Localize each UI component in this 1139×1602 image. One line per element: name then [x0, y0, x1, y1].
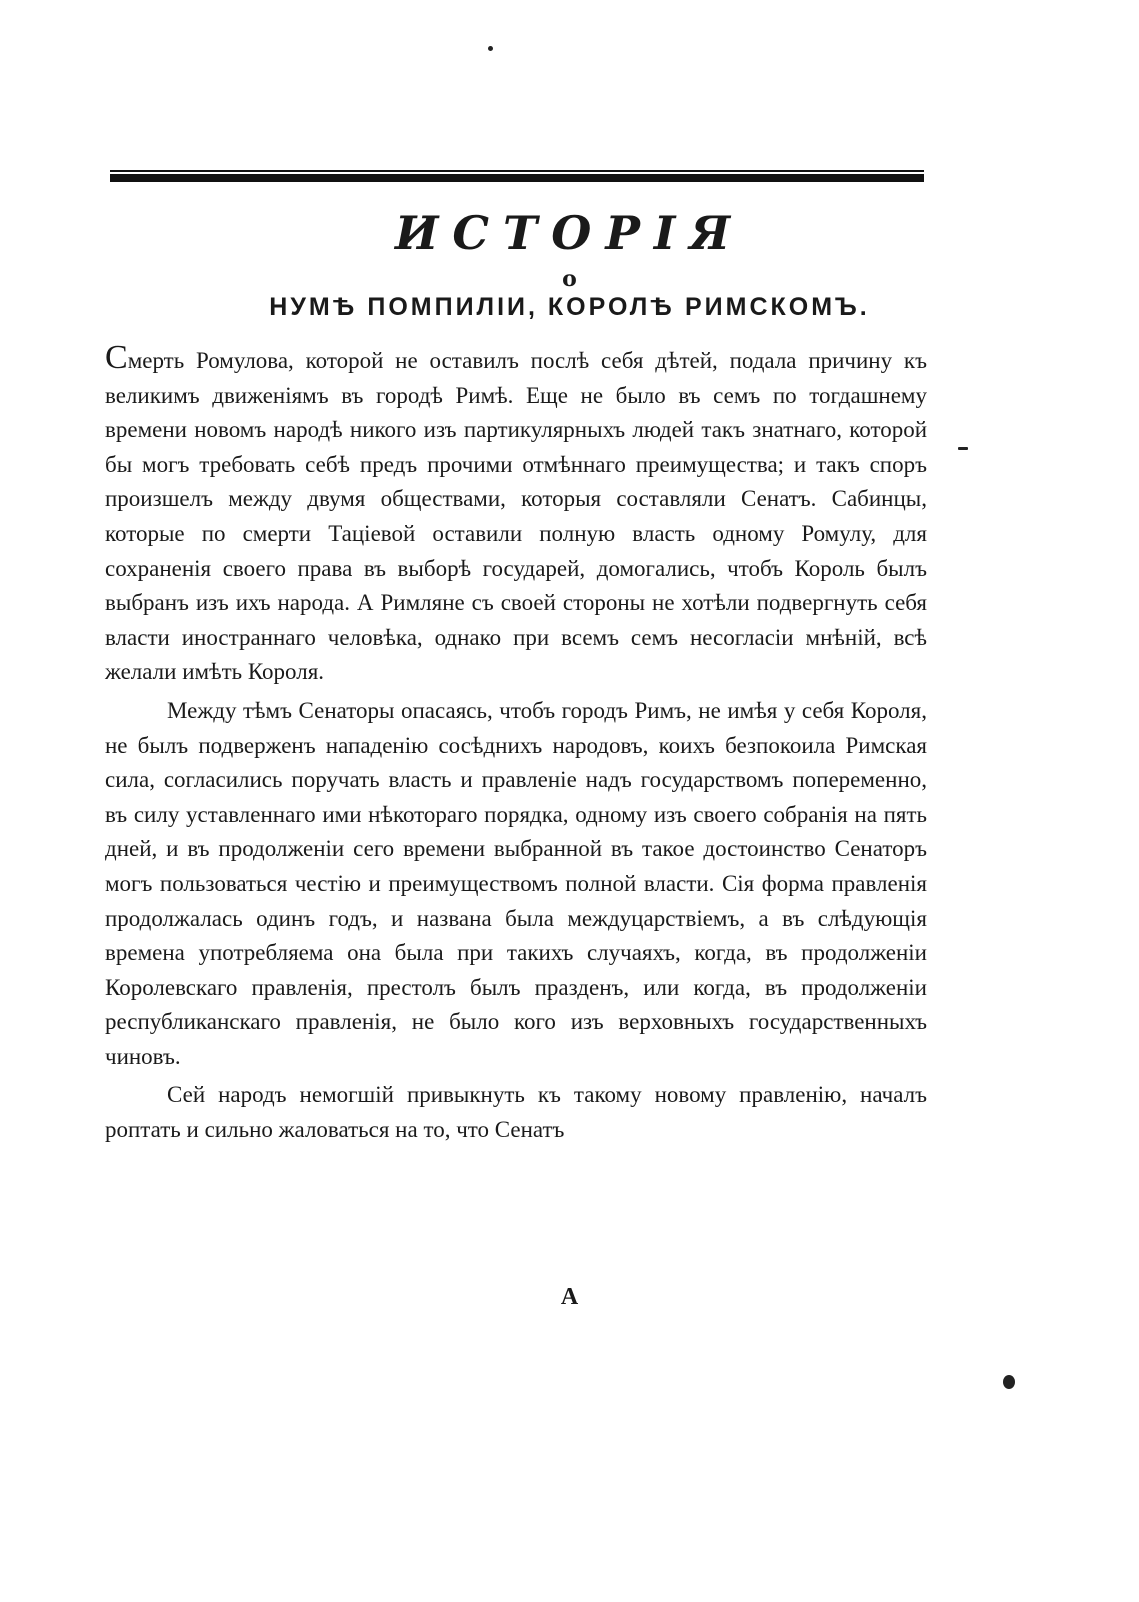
paragraph-1-text: мерть Ромулова, которой не оставилъ послѣ себя дѣтей, подала причину къ великимъ движеніямъ въ городѣ Римѣ. Еще не было въ семъ по тогдашнему времени новомъ народѣ никого изъ партикулярныхъ людей такъ знатнаго, которой бы могъ требовать себѣ предъ прочими отмѣннаго преимущества; и такъ споръ произшелъ между двумя обществами, которыя составляли Сенатъ. Сабинцы, которые по смерти Таціевой оставили полную власть одному Ромулу, для сохраненія своего права въ выборѣ государей, домогались, чтобъ Король былъ выбранъ изъ ихъ народа. А Римляне съ своей стороны не хотѣли подвергнуть себя власти иностраннаго человѣка, однако при всемъ семъ несогласіи мнѣній, всѣ желали имѣть Короля. [105, 348, 927, 685]
scan-speck [1003, 1375, 1015, 1389]
drop-cap: С [105, 339, 128, 376]
header-rule-thin [110, 170, 924, 172]
header-rule [110, 170, 924, 184]
title-connector: о [562, 266, 577, 292]
page-subtitle: НУМѢ ПОМПИЛІИ, КОРОЛѢ РИМСКОМЪ. [269, 293, 870, 321]
body-text [105, 339, 927, 1152]
paragraph-2: Между тѣмъ Сенаторы опасаясь, чтобъ городъ Римъ, не имѣя у себя Короля, не былъ подверженъ нападенію сосѣднихъ народовъ, коихъ безпокоила Римская сила, согласились поручать власть и правленіе надъ государствомъ попеременно, въ силу уставленнаго ими нѣкотораго порядка, одному изъ своего собранія на пять дней, и въ продолженіи сего времени выбранной въ такое достоинство Сенаторъ могъ пользоваться честію и преимуществомъ полной власти. Сія форма правленія продолжалась одинъ годъ, и названа была междуцарствіемъ, а въ слѣдующія времена употребляема она была при такихъ случаяхъ, когда, въ продолженіи Королевскаго правленія, престолъ былъ празденъ, или когда, въ продолженіи республиканскаго правленія, не было кого изъ верховныхъ государственныхъ чиновъ. [105, 697, 927, 1069]
signature-mark: А [560, 1284, 579, 1310]
header-rule-thick [110, 174, 924, 182]
page-title: ИСТОРІЯ [394, 206, 745, 260]
scan-speck [958, 447, 968, 450]
scan-speck [488, 46, 493, 51]
paragraph-3: Сей народъ немогшій привыкнуть къ такому новому правленію, началъ роптать и сильно жаловаться на то, что Сенатъ [105, 1082, 927, 1143]
paragraph-1 [105, 339, 927, 690]
